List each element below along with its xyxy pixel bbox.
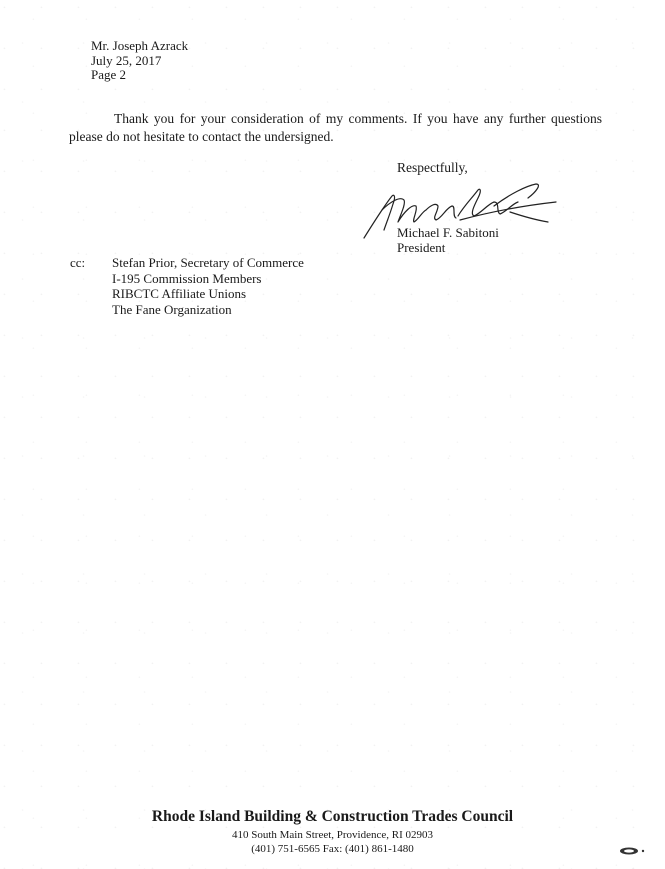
footer-organization: Rhode Island Building & Construction Trades Council xyxy=(151,808,514,825)
letterhead-footer xyxy=(0,808,665,856)
footer-phone-fax: (401) 751-6565 Fax: (401) 861-1480 xyxy=(251,843,414,855)
letter-header xyxy=(91,39,188,83)
body-line-2: please do not hesitate to contact the undersigned. xyxy=(69,129,334,144)
union-label-icon xyxy=(618,845,648,857)
letter-date: July 25, 2017 xyxy=(91,52,162,68)
closing-salutation: Respectfully, xyxy=(397,160,468,175)
cc-recipient: I-195 Commission Members xyxy=(112,270,262,286)
recipient-name: Mr. Joseph Azrack xyxy=(91,38,189,53)
cc-recipient: Stefan Prior, Secretary of Commerce xyxy=(112,255,304,270)
signer-name: Michael F. Sabitoni xyxy=(397,225,499,240)
cc-label: cc: xyxy=(70,255,86,270)
footer-address: 410 South Main Street, Providence, RI 02903 xyxy=(231,829,434,841)
cc-recipient-list xyxy=(112,255,304,317)
signer-title: President xyxy=(397,240,446,255)
cc-recipient: The Fane Organization xyxy=(112,301,232,317)
body-line-1: Thank you for your consideration of my comments. If you have any further questions xyxy=(114,111,602,126)
page-number: Page 2 xyxy=(91,67,127,82)
cc-recipient: RIBCTC Affiliate Unions xyxy=(112,286,247,301)
body-paragraph xyxy=(69,110,602,146)
